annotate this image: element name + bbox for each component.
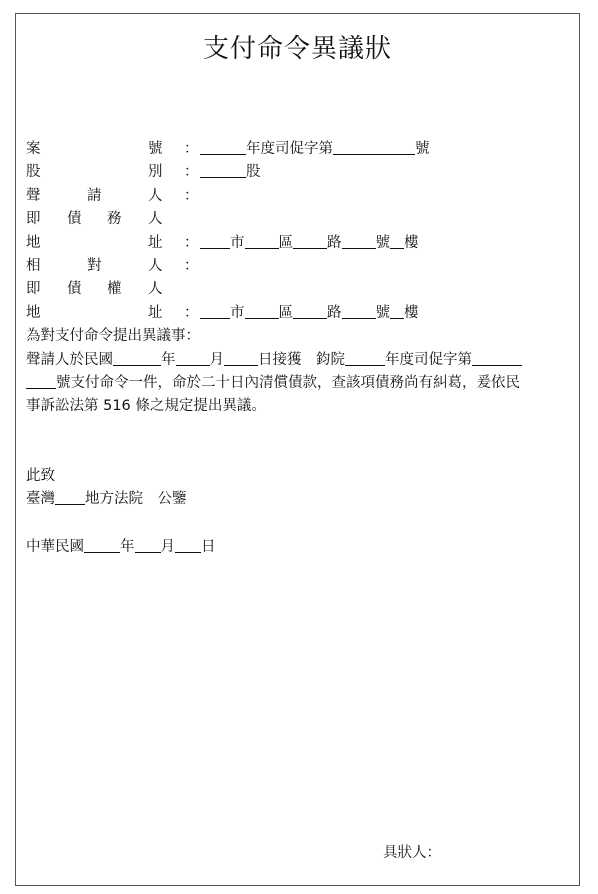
case-year-text: 年度司促字第 bbox=[246, 141, 333, 157]
division-row bbox=[26, 161, 574, 184]
para-text: 號支付命令一件，命於二十日內清償債款，查該項債務尚有糾葛，爰依民 bbox=[56, 374, 520, 391]
label-char: 號 bbox=[148, 141, 163, 157]
objection-paragraph bbox=[26, 349, 574, 419]
debtor-label bbox=[26, 208, 166, 231]
spacer bbox=[26, 512, 574, 536]
district-text: 區 bbox=[278, 234, 293, 251]
closing-to: 此致 bbox=[26, 467, 55, 484]
label-char: 址 bbox=[148, 304, 163, 321]
blank-line bbox=[176, 349, 210, 366]
colon: ： bbox=[184, 164, 199, 181]
blank-line bbox=[472, 349, 522, 366]
date-day: 日 bbox=[201, 538, 216, 555]
blank-line bbox=[200, 161, 246, 178]
label-char: 人 bbox=[148, 281, 163, 298]
label-char: 債 bbox=[67, 281, 82, 298]
para-text: 年 bbox=[161, 351, 176, 368]
counterparty-label bbox=[26, 255, 166, 278]
blank-line bbox=[293, 232, 327, 249]
blank-line bbox=[135, 536, 161, 553]
label-char: 即 bbox=[26, 281, 41, 298]
case-number-row bbox=[26, 138, 574, 161]
label-char: 人 bbox=[148, 187, 163, 204]
label-char: 即 bbox=[26, 211, 41, 228]
court-prefix: 臺灣 bbox=[26, 491, 55, 508]
label-char: 權 bbox=[107, 281, 122, 298]
case-number-value bbox=[200, 138, 430, 161]
address-value bbox=[200, 232, 419, 255]
blank-line bbox=[224, 349, 258, 366]
road-text: 路 bbox=[327, 234, 342, 251]
blank-line bbox=[55, 488, 85, 505]
label-char: 案 bbox=[26, 141, 41, 157]
blank-line bbox=[200, 232, 230, 249]
closing-court bbox=[26, 488, 574, 511]
blank-line bbox=[200, 302, 230, 319]
paragraph-line-3: 事訴訟法第 516 條之規定提出異議。 bbox=[26, 398, 266, 415]
colon: ： bbox=[184, 304, 199, 321]
para-text: 月 bbox=[209, 351, 224, 368]
division-value bbox=[200, 161, 261, 184]
blank-line bbox=[390, 302, 404, 319]
blank-line bbox=[245, 232, 279, 249]
label-char: 對 bbox=[87, 257, 102, 274]
debtor-row bbox=[26, 208, 574, 231]
case-no-text: 號 bbox=[415, 141, 430, 157]
blank-line bbox=[113, 349, 161, 366]
date-year: 年 bbox=[120, 538, 135, 555]
number-text: 號 bbox=[375, 234, 390, 251]
objection-heading: 為對支付命令提出異議事： bbox=[26, 328, 200, 345]
division-label bbox=[26, 161, 166, 184]
para-text: 日接獲 鈞院 bbox=[258, 351, 345, 368]
blank-line bbox=[84, 536, 120, 553]
blank-line bbox=[200, 138, 246, 155]
para-text: 聲請人於民國 bbox=[26, 351, 113, 368]
floor-text: 樓 bbox=[404, 304, 419, 321]
number-text: 號 bbox=[375, 304, 390, 321]
colon: ： bbox=[184, 141, 199, 157]
spacer bbox=[26, 419, 574, 465]
label-char: 股 bbox=[26, 164, 41, 181]
blank-line bbox=[245, 302, 279, 319]
case-number-label bbox=[26, 138, 166, 161]
blank-line bbox=[342, 232, 376, 249]
label-char: 人 bbox=[148, 257, 163, 274]
creditor-row bbox=[26, 278, 574, 301]
label-char: 地 bbox=[26, 304, 41, 321]
court-suffix: 地方法院 公鑒 bbox=[85, 491, 187, 508]
para-text: 年度司促字第 bbox=[385, 351, 472, 368]
document-title: 支付命令異議狀 bbox=[202, 34, 392, 64]
floor-text: 樓 bbox=[404, 234, 419, 251]
address-row-counterparty bbox=[26, 302, 574, 325]
label-char: 地 bbox=[26, 234, 41, 251]
applicant-row bbox=[26, 185, 574, 208]
division-text: 股 bbox=[246, 164, 261, 181]
blank-line bbox=[175, 536, 201, 553]
applicant-label bbox=[26, 185, 166, 208]
colon: ： bbox=[184, 257, 199, 274]
counterparty-row bbox=[26, 255, 574, 278]
colon: ： bbox=[184, 234, 199, 251]
label-char: 聲 bbox=[26, 187, 41, 204]
date-line bbox=[26, 536, 574, 559]
label-char: 債 bbox=[67, 211, 82, 228]
address-row-applicant bbox=[26, 232, 574, 255]
creditor-label bbox=[26, 278, 166, 301]
signature-label: 具狀人： bbox=[383, 845, 441, 861]
address-label bbox=[26, 302, 166, 325]
document-page bbox=[15, 13, 580, 886]
label-char: 址 bbox=[148, 234, 163, 251]
date-prefix: 中華民國 bbox=[26, 538, 84, 555]
road-text: 路 bbox=[327, 304, 342, 321]
document-body bbox=[26, 138, 574, 559]
address-label bbox=[26, 232, 166, 255]
date-month: 月 bbox=[160, 538, 175, 555]
blank-line bbox=[390, 232, 404, 249]
label-char: 別 bbox=[148, 164, 163, 181]
paragraph-line-2 bbox=[26, 372, 574, 395]
city-text: 市 bbox=[230, 304, 245, 321]
label-char: 請 bbox=[87, 187, 102, 204]
blank-line bbox=[26, 372, 56, 389]
blank-line bbox=[293, 302, 327, 319]
district-text: 區 bbox=[278, 304, 293, 321]
label-char: 務 bbox=[107, 211, 122, 228]
blank-line bbox=[345, 349, 385, 366]
blank-line bbox=[333, 138, 415, 155]
colon: ： bbox=[184, 187, 199, 204]
address-value bbox=[200, 302, 419, 325]
label-char: 相 bbox=[26, 257, 41, 274]
city-text: 市 bbox=[230, 234, 245, 251]
label-char: 人 bbox=[148, 211, 163, 228]
blank-line bbox=[342, 302, 376, 319]
paragraph-line-1 bbox=[26, 349, 574, 372]
